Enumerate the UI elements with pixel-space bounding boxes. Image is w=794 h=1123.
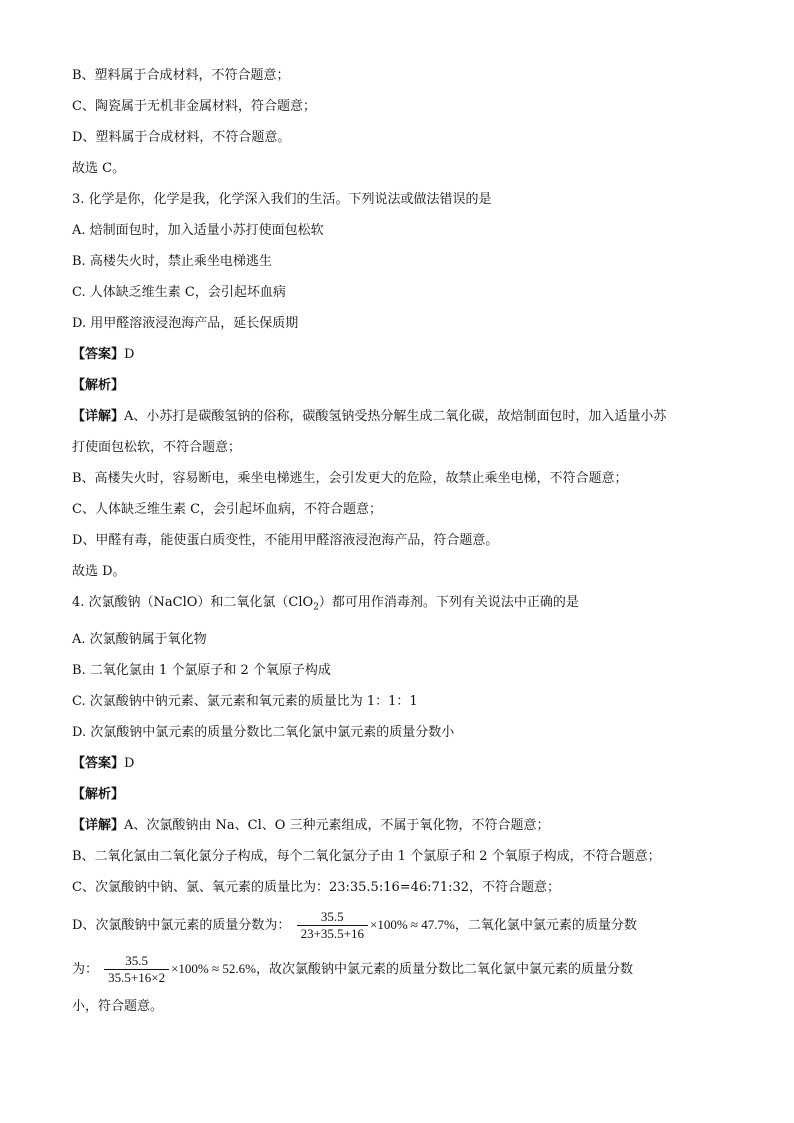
answer-value: D bbox=[124, 347, 135, 362]
text-line: B、塑料属于合成材料，不符合题意； bbox=[72, 68, 290, 83]
question-4-option-d: D. 次氯酸钠中氯元素的质量分数比二氧化氯中氯元素的质量分数小 bbox=[72, 724, 455, 740]
question-4-detail-a: 【详解】A、次氯酸钠由 Na、Cl、O 三种元素组成，不属于氧化物，不符合题意； bbox=[72, 817, 550, 833]
text-line: 打使面包松软，不符合题意； bbox=[72, 440, 242, 455]
question-4-detail-b: B、二氧化氯由二氧化氯分子构成，每个二氧化氯分子由 1 个氯原子和 2 个氧原子构成，不符合题意； bbox=[72, 848, 661, 864]
answer-tag: 【答案】 bbox=[72, 755, 125, 771]
question-4-detail-d: D、次氯酸钠中氯元素的质量分数为： $\frac{35.5}{23+35.5+16}$ ×100% ≈ 47.7%，二氧化氯中氯元素的质量分数 bbox=[72, 908, 637, 941]
text-line: 故选 D。 bbox=[72, 564, 126, 579]
fraction: $\frac{35.5}{35.5+16\times 2}$ bbox=[104, 953, 169, 986]
question-3-option-a: A. 焙制面包时，加入适量小苏打使面包松软 bbox=[72, 223, 324, 238]
question-3-option-c: C. 人体缺乏维生素 C，会引起坏血病 bbox=[72, 285, 286, 300]
text-line: 小，符合题意。 bbox=[72, 998, 164, 1014]
question-4-option-c: C. 次氯酸钠中钠元素、氯元素和氧元素的质量比为 1：1：1 bbox=[72, 693, 418, 709]
question-3-option-d: D. 用甲醛溶液浸泡海产品，延长保质期 bbox=[72, 316, 299, 331]
question-4-analysis-tag: 【解析】 bbox=[72, 786, 125, 802]
answer-tag: 【答案】 bbox=[72, 347, 125, 362]
detail-tag: 【详解】 bbox=[72, 409, 125, 424]
text-line: 故选 C。 bbox=[72, 161, 126, 176]
question-4-option-a: A. 次氯酸钠属于氧化物 bbox=[72, 631, 207, 647]
detail-tag: 【详解】 bbox=[72, 817, 125, 833]
text-line: C、人体缺乏维生素 C，会引起坏血病，不符合题意； bbox=[72, 502, 383, 517]
question-4-option-b: B. 二氧化氯由 1 个氯原子和 2 个氧原子构成 bbox=[72, 662, 331, 678]
question-4-stem: 4. 次氯酸钠（NaClO）和二氧化氯（ClO$_2$）都可用作消毒剂。下列有关说法中正确的是 bbox=[72, 595, 579, 613]
text-line: D、塑料属于合成材料，不符合题意。 bbox=[72, 130, 291, 145]
question-3-stem: 3. 化学是你，化学是我，化学深入我们的生活。下列说法或做法错误的是 bbox=[72, 192, 492, 207]
question-4-detail-d-cont: 为： $\frac{35.5}{35.5+16\times 2}$ ×100% ≈ 52.6%，故次氯酸钠中氯元素的质量分数比二氧化氯中氯元素的质量分数 bbox=[72, 952, 633, 985]
text-line: B、高楼失火时，容易断电，乘坐电梯逃生，会引发更大的危险，故禁止乘坐电梯，不符合题意； bbox=[72, 471, 628, 486]
question-4-detail-c: C、次氯酸钠中钠、氯、氧元素的质量比为：23:35.5:16=46:71:32，不符合题意； bbox=[72, 879, 561, 895]
text-line: C、陶瓷属于无机非金属材料，符合题意； bbox=[72, 99, 316, 114]
answer-value: D bbox=[124, 755, 135, 771]
question-3-option-b: B. 高楼失火时，禁止乘坐电梯逃生 bbox=[72, 254, 272, 269]
text-line: D、甲醛有毒，能使蛋白质变性，不能用甲醛溶液浸泡海产品，符合题意。 bbox=[72, 533, 499, 548]
question-3-detail: 【详解】A、小苏打是碳酸氢钠的俗称，碳酸氢钠受热分解生成二氧化碳，故焙制面包时，加入适量小苏 bbox=[72, 409, 667, 424]
question-4-answer bbox=[72, 748, 722, 779]
fraction: $\frac{35.5}{23+35.5+16}$ bbox=[297, 909, 368, 942]
question-3-answer bbox=[72, 339, 722, 370]
question-3-analysis-tag: 【解析】 bbox=[72, 378, 125, 393]
document-page bbox=[72, 60, 722, 1022]
